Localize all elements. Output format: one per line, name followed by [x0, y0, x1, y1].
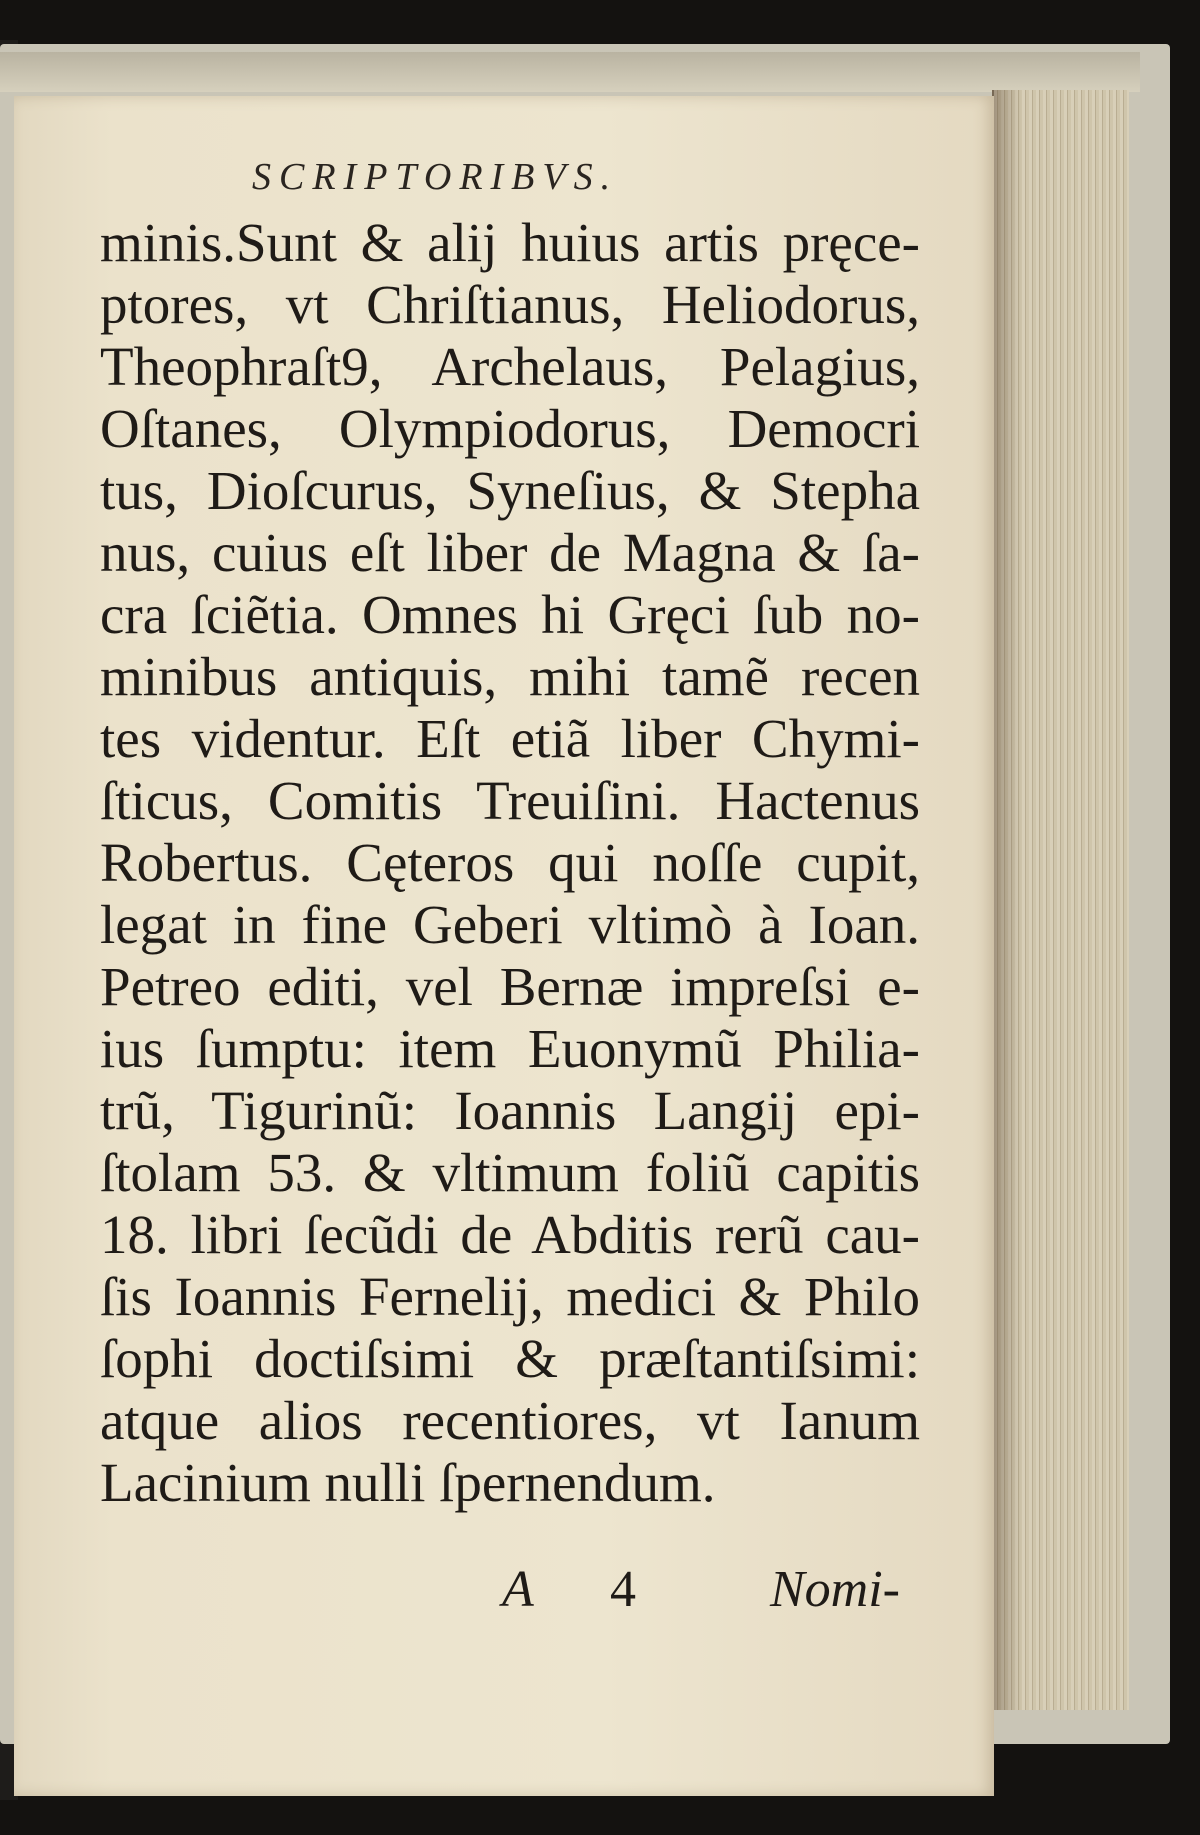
text-line: Robertus. Cęteros qui noſſe cupit,: [100, 832, 920, 893]
fore-edge-shadow: [992, 90, 1022, 1710]
text-line: ſophi doctiſsimi & præſtantiſsimi:: [100, 1328, 920, 1389]
text-line: ſticus, Comitis Treuiſini. Hactenus: [100, 770, 920, 831]
text-line: legat in fine Geberi vltimò à Ioan.: [100, 894, 920, 955]
text-line: tus, Dioſcurus, Syneſius, & Stepha: [100, 460, 920, 521]
page-number: 4: [610, 1561, 636, 1618]
catchword: Nomi-: [770, 1561, 900, 1618]
text-line: Theophraſt9, Archelaus, Pelagius,: [100, 336, 920, 397]
signature-mark: A: [502, 1561, 534, 1618]
page-footer: [0, 1560, 980, 1630]
text-line: ſtolam 53. & vltimum foliũ capitis: [100, 1142, 920, 1203]
text-line: 18. libri ſecũdi de Abditis rerũ cau-: [100, 1204, 920, 1265]
text-line: Lacinium nulli ſpernendum.: [100, 1452, 716, 1513]
text-line: cra ſciẽtia. Omnes hi Gręci ſub no-: [100, 584, 920, 645]
text-line: trũ, Tigurinũ: Ioannis Langij epi-: [100, 1080, 920, 1141]
text-line: tes videntur. Eſt etiã liber Chymi-: [100, 708, 920, 769]
text-line: Oſtanes, Olympiodorus, Democri: [100, 398, 920, 459]
cover-top-edge: [0, 52, 1140, 92]
text-line: minibus antiquis, mihi tamẽ recen: [100, 646, 920, 707]
text-line: minis.Sunt & alij huius artis pręce-: [100, 212, 920, 273]
text-block: [100, 212, 920, 1514]
text-line: atque alios recentiores, vt Ianum: [100, 1390, 920, 1451]
text-line: ius ſumptu: item Euonymũ Philia-: [100, 1018, 920, 1079]
text-line: ſis Ioannis Fernelij, medici & Philo: [100, 1266, 920, 1327]
running-head: SCRIPTORIBVS.: [252, 156, 619, 198]
text-line: ptores, vt Chriſtianus, Heliodorus,: [100, 274, 920, 335]
text-line: nus, cuius eſt liber de Magna & ſa-: [100, 522, 920, 583]
text-line: Petreo editi, vel Bernæ impreſsi e-: [100, 956, 920, 1017]
